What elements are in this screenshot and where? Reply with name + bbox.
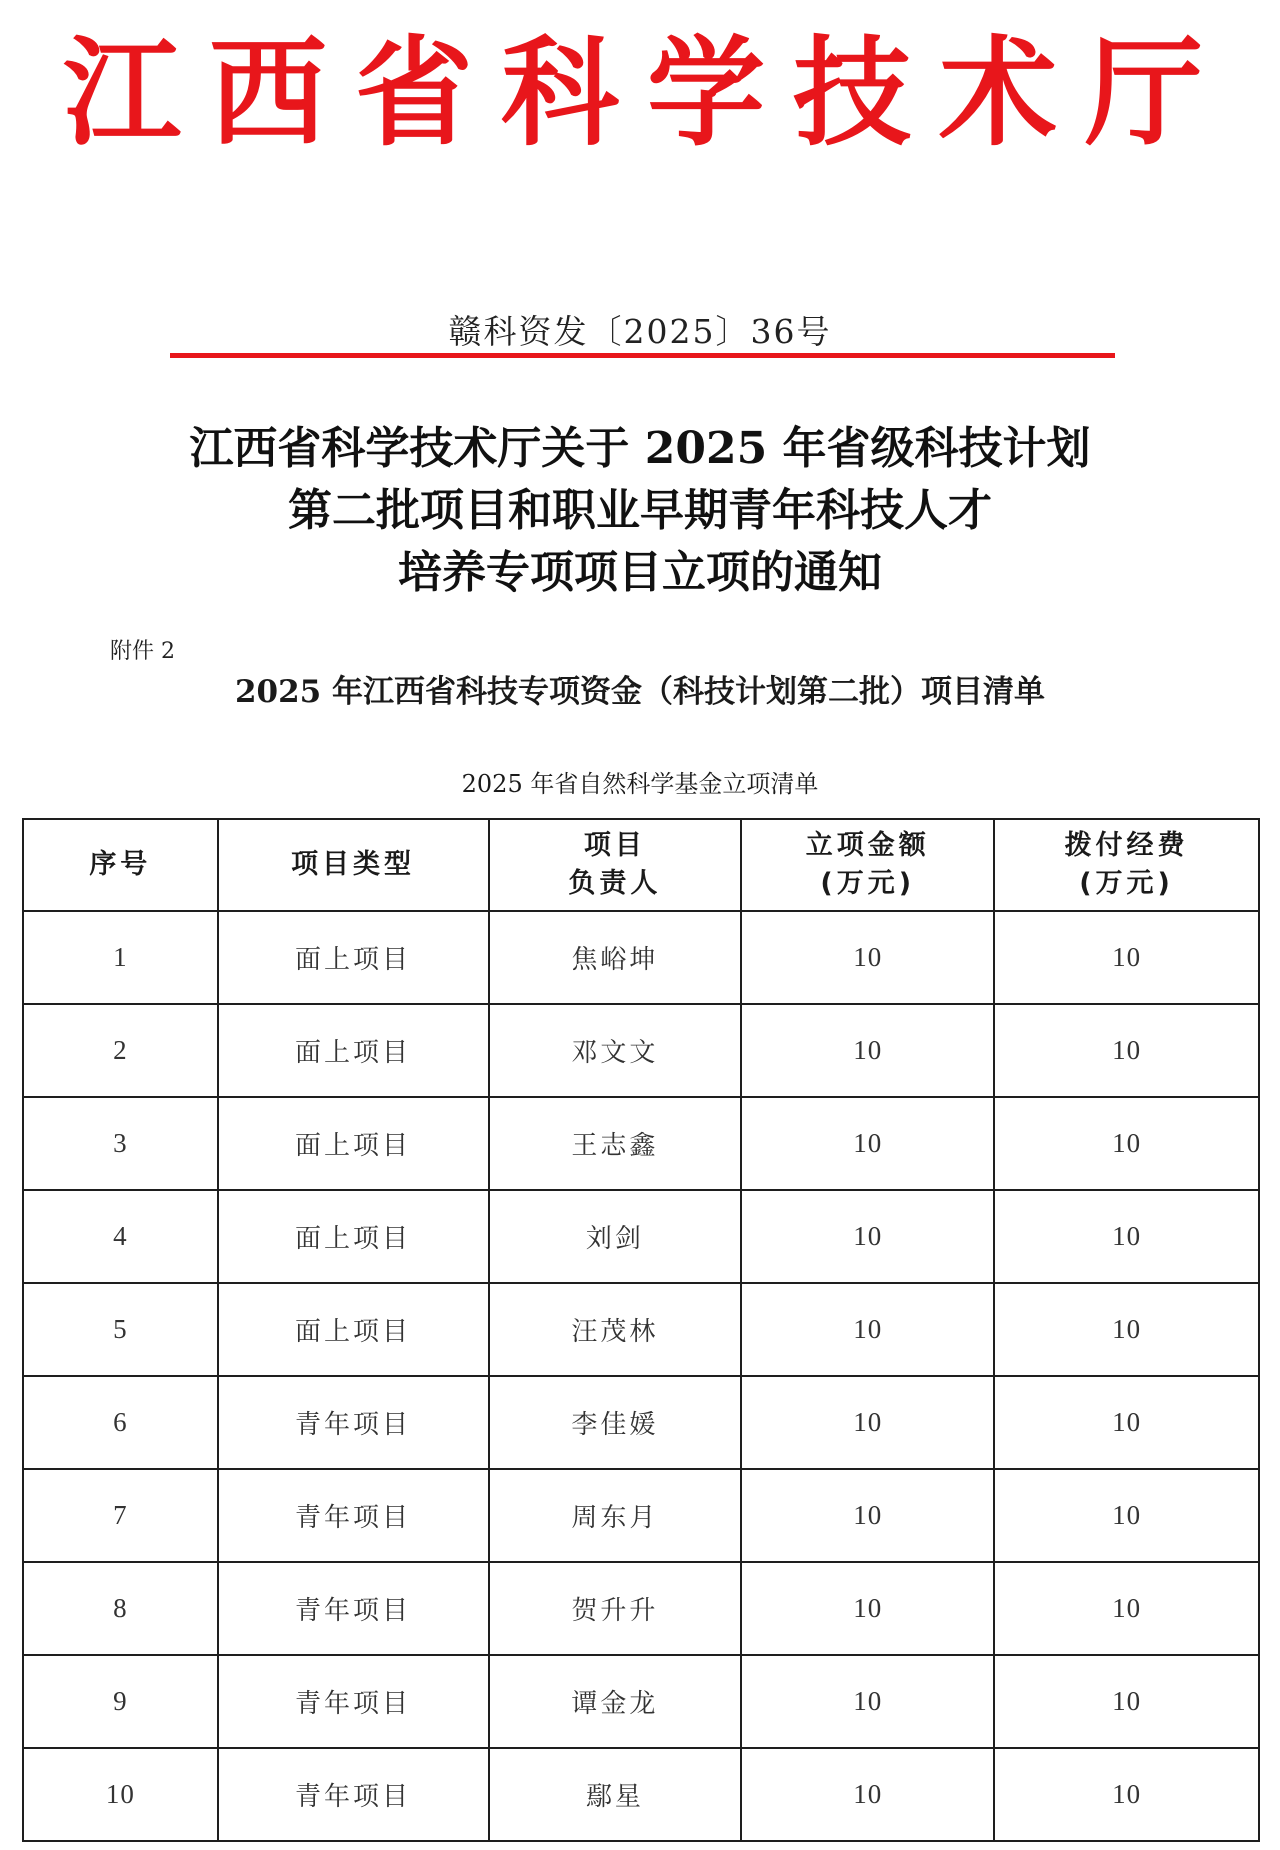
cell-leader: 李佳媛 (489, 1376, 742, 1469)
header-funding-line2: (万元) (1079, 868, 1174, 899)
table-row (23, 1097, 1259, 1190)
notice-title-line-3: 培养专项项目立项的通知 (398, 547, 882, 598)
cell-type: 青年项目 (218, 1469, 489, 1562)
project-table (22, 818, 1260, 1842)
cell-leader: 汪茂林 (489, 1283, 742, 1376)
table-header-row (23, 819, 1259, 911)
table-row (23, 1004, 1259, 1097)
table-row (23, 1469, 1259, 1562)
table-row (23, 1655, 1259, 1748)
cell-seq: 10 (23, 1748, 218, 1841)
table-row (23, 1748, 1259, 1841)
cell-leader: 周东月 (489, 1469, 742, 1562)
cell-leader: 焦峪坤 (489, 911, 742, 1004)
cell-amount: 10 (741, 1655, 994, 1748)
cell-seq: 5 (23, 1283, 218, 1376)
cell-seq: 6 (23, 1376, 218, 1469)
cell-type: 面上项目 (218, 911, 489, 1004)
header-leader (489, 819, 742, 911)
cell-seq: 8 (23, 1562, 218, 1655)
cell-funding: 10 (994, 1655, 1259, 1748)
notice-title-line-1: 江西省科学技术厅关于 2025 年省级科技计划 (189, 423, 1091, 474)
cell-amount: 10 (741, 1748, 994, 1841)
table-row (23, 1283, 1259, 1376)
cell-funding: 10 (994, 1562, 1259, 1655)
cell-leader: 邓文文 (489, 1004, 742, 1097)
cell-amount: 10 (741, 1097, 994, 1190)
cell-seq: 3 (23, 1097, 218, 1190)
table-row (23, 1376, 1259, 1469)
cell-funding: 10 (994, 1376, 1259, 1469)
cell-leader: 刘剑 (489, 1190, 742, 1283)
cell-funding: 10 (994, 911, 1259, 1004)
cell-amount: 10 (741, 1190, 994, 1283)
project-list-title: 2025 年江西省科技专项资金（科技计划第二批）项目清单 (234, 674, 1046, 710)
cell-seq: 2 (23, 1004, 218, 1097)
cell-amount: 10 (741, 1469, 994, 1562)
attachment-label: 附件 2 (110, 639, 175, 664)
cell-amount: 10 (741, 911, 994, 1004)
header-amount (741, 819, 994, 911)
cell-seq: 4 (23, 1190, 218, 1283)
cell-leader: 贺升升 (489, 1562, 742, 1655)
cell-funding: 10 (994, 1748, 1259, 1841)
notice-title (0, 418, 1280, 604)
document-number: 赣科资发〔2025〕36号 (448, 312, 832, 351)
table-caption: 2025 年省自然科学基金立项清单 (461, 770, 819, 798)
cell-amount: 10 (741, 1562, 994, 1655)
cell-leader: 王志鑫 (489, 1097, 742, 1190)
notice-title-line-2: 第二批项目和职业早期青年科技人才 (288, 485, 992, 536)
table-row (23, 1562, 1259, 1655)
cell-type: 面上项目 (218, 1097, 489, 1190)
table-row (23, 911, 1259, 1004)
header-seq: 序号 (23, 819, 218, 911)
cell-funding: 10 (994, 1190, 1259, 1283)
cell-funding: 10 (994, 1097, 1259, 1190)
cell-type: 青年项目 (218, 1748, 489, 1841)
cell-funding: 10 (994, 1283, 1259, 1376)
header-leader-line1: 项目 (583, 830, 646, 861)
cell-amount: 10 (741, 1283, 994, 1376)
header-amount-line2: (万元) (820, 868, 916, 899)
cell-leader: 谭金龙 (489, 1655, 742, 1748)
cell-type: 青年项目 (218, 1376, 489, 1469)
cell-amount: 10 (741, 1004, 994, 1097)
cell-seq: 1 (23, 911, 218, 1004)
cell-type: 面上项目 (218, 1004, 489, 1097)
header-leader-line2: 负责人 (568, 868, 662, 899)
cell-type: 青年项目 (218, 1655, 489, 1748)
cell-amount: 10 (741, 1376, 994, 1469)
table-row (23, 1190, 1259, 1283)
cell-funding: 10 (994, 1004, 1259, 1097)
cell-leader: 鄢星 (489, 1748, 742, 1841)
red-divider-line (170, 353, 1115, 358)
agency-masthead: 江西省科学技术厅 (62, 24, 1231, 162)
header-funding (994, 819, 1259, 911)
header-type: 项目类型 (218, 819, 489, 911)
cell-type: 青年项目 (218, 1562, 489, 1655)
cell-funding: 10 (994, 1469, 1259, 1562)
header-amount-line1: 立项金额 (805, 830, 930, 861)
cell-seq: 7 (23, 1469, 218, 1562)
cell-seq: 9 (23, 1655, 218, 1748)
cell-type: 面上项目 (218, 1283, 489, 1376)
header-funding-line1: 拨付经费 (1064, 830, 1189, 861)
cell-type: 面上项目 (218, 1190, 489, 1283)
